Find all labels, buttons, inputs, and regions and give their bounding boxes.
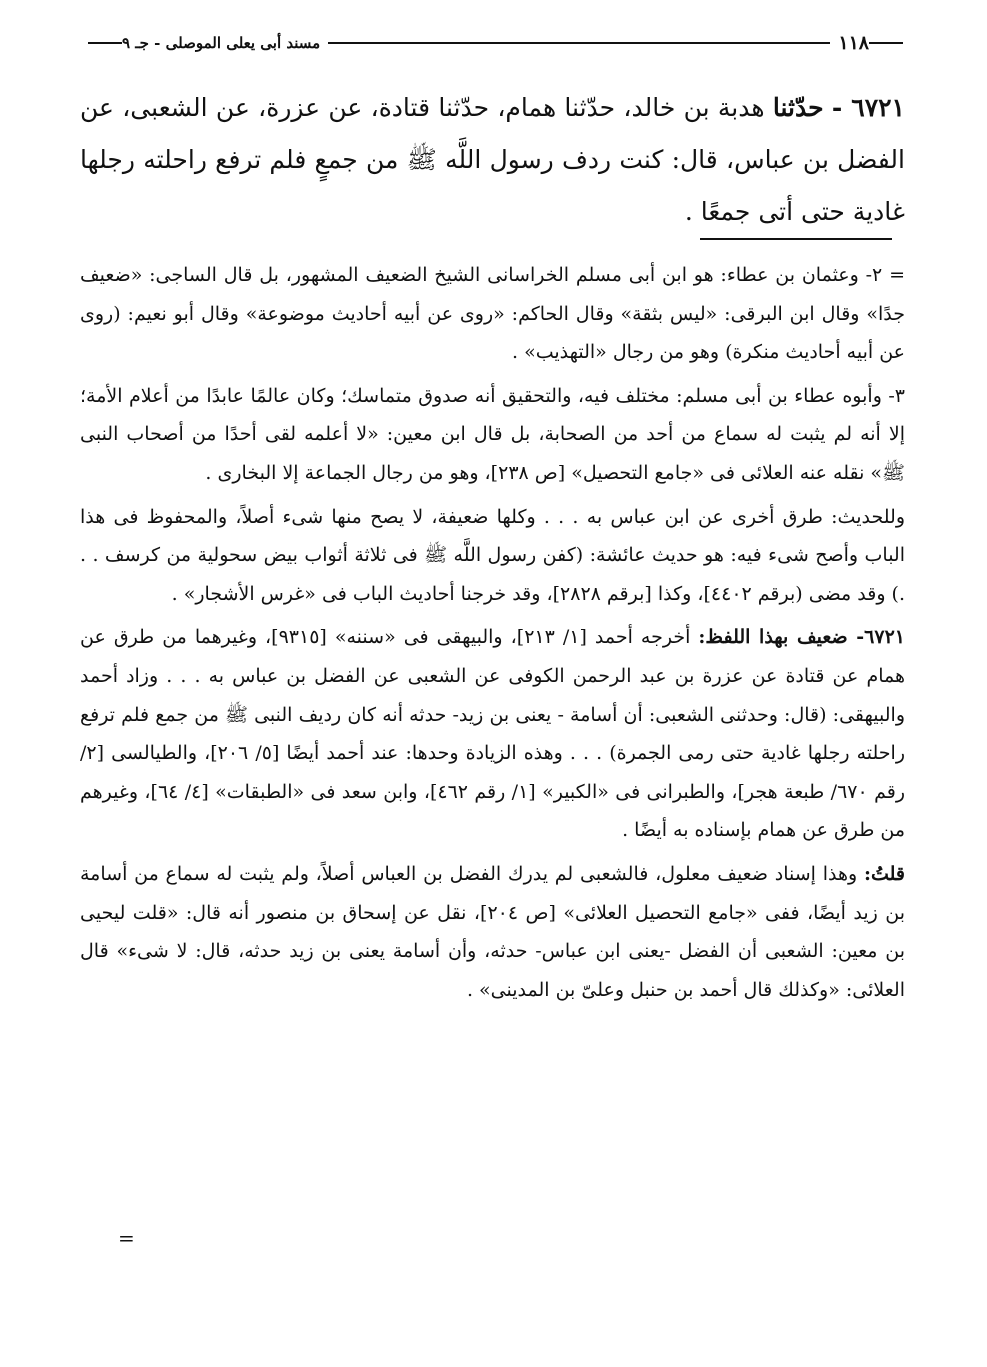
grade-label: ٦٧٢١- ضعيف بهذا اللفظ: (698, 626, 905, 649)
qultu-label: قلتُ: (863, 862, 905, 885)
header-dash-end (88, 42, 122, 44)
page-number: ١١٨ (838, 32, 869, 54)
footnote-separator (700, 238, 892, 240)
hadith-number: ٦٧٢١ - (831, 93, 905, 122)
hadith-body: هدبة بن خالد، حدّثنا همام، حدّثنا قتادة، عن عزرة، عن الشعبى، عن الفضل بن عباس، قال: كنت ردف رسول اللَّه ﷺ من جمعٍ فلم ترفع راحلته رجلها غادية حتى أتى جمعًا . (80, 93, 905, 226)
header-dash (869, 42, 903, 44)
hadith-paths-note: وللحديث: طرق أخرى عن ابن عباس به . . . وكلها ضعيفة، لا يصح منها شىء أصلاً، والمحفوظ فى هذا الباب وأصح شىء فيه: هو حديث عائشة: (كفن رسول اللَّه ﷺ فى ثلاثة أثواب بيض سحولية من كرسف . . .) وقد مضى (برقم ٤٤٠٢]، وكذا [برقم ٢٨٢٨]، وقد خرجنا أحاديث الباب فى «غرس الأشجار» . (80, 505, 905, 605)
footnote-3: ٣- وأبوه عطاء بن أبى مسلم: مختلف فيه، والتحقيق أنه صدوق متماسك؛ وكان عالمًا عابدًا من أعلام الأمة؛ إلا أنه لم يثبت له سماع من أحد من الصحابة، بل قال ابن معين: «لا أعلمه لقى أحدًا من أصحاب النبى ﷺ» نقله عنه العلائى فى «جامع التحصيل» [ص ٢٣٨]، وهو من رجال الجماعة إلا البخارى . (80, 384, 905, 484)
continuation-mark: = (118, 1226, 135, 1250)
grade-text: أخرجه أحمد [١/ ٢١٣]، والبيهقى فى «سننه» [٩٣١٥]، وغيرهما من طرق عن همام عن قتادة عن عزرة بن عبد الرحمن الكوفى عن الشعبى عن الفضل بن عباس به . . . وزاد أحمد والبيهقى: (قال: وحدثنى الشعبى: أن أسامة - يعنى بن زيد- حدثه أنه كان رديف النبى ﷺ من جمع فلم ترفع راحلته رجلها غادية حتى رمى الجمرة) . . . وهذه الزيادة وحدها: عند أحمد أيضًا [٥/ ٢٠٦]، والطيالسى [٢/ رقم ٦٧٠/ طبعة هجر]، والطبرانى فى «الكبير» [١/ رقم ٤٦٢]، وابن سعد فى «الطبقات» [٤/ ٦٤]، وغيرهم من طرق عن همام بإسناده به أيضًا . (80, 626, 905, 842)
takhrij-note (80, 618, 905, 850)
hadith-intro: حدّثنا (772, 93, 824, 122)
header-rule (328, 42, 830, 44)
hadith-text (80, 82, 905, 238)
qultu-text: وهذا إسناد ضعيف معلول، فالشعبى لم يدرك الفضل بن العباس أصلاً، ولم يثبت له سماع من أسامة بن زيد أيضًا، ففى «جامع التحصيل العلائى» [ص ٢٠٤]، نقل عن إسحاق بن منصور أنه قال: «قلت ليحيى بن معين: الشعبى أن الفضل -يعنى ابن عباس- حدثه، وأن أسامة يعنى بن زيد حدثه، قال: لا شىء» قال العلائى: «وكذلك قال أحمد بن حنبل وعلىّ بن المدينى» . (80, 862, 905, 1001)
footnote-continuation: = ٢- وعثمان بن عطاء: هو ابن أبى مسلم الخراسانى الشيخ الضعيف المشهور، بل قال الساجى: «ضعيف جدًا» وقال ابن البرقى: «ليس بثقة» وقال الحاكم: «روى عن أبيه أحاديث موضوعة» وقال أبو نعيم: (روى عن أبيه أحاديث منكرة) وهو من رجال «التهذيب» . (80, 264, 905, 364)
book-title: مسند أبى يعلى الموصلى - جـ ٩ (122, 34, 321, 52)
running-header (88, 28, 903, 58)
qultu-note (80, 855, 905, 1009)
footnotes (80, 256, 905, 1014)
